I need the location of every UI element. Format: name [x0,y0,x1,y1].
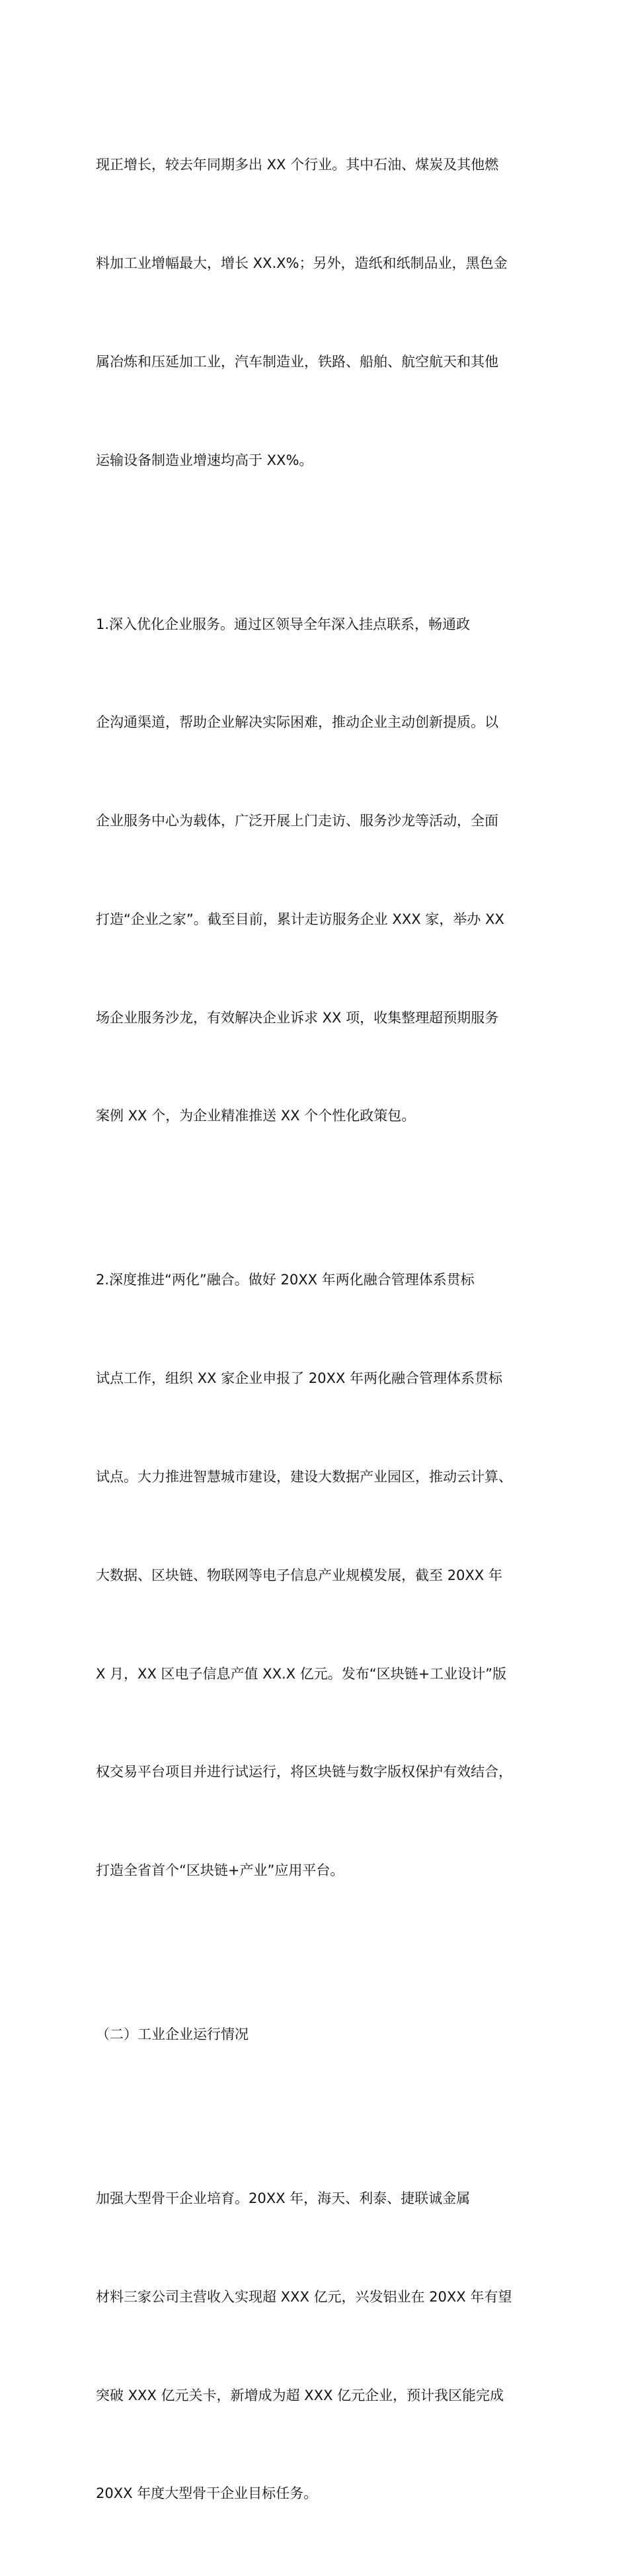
text-line: 2.深度推进“两化”融合。做好 20XX 年两化融合管理体系贯标 [96,1272,475,1288]
text-line: 案例 XX 个，为企业精准推送 XX 个个性化政策包。 [96,1108,416,1124]
text-line: 料加工业增幅最大，增长 XX.X%；另外，造纸和纸制品业，黑色金 [96,255,508,271]
paragraph-enterprise-service [96,542,552,1198]
text-line: 企业服务中心为载体，广泛开展上门走访、服务沙龙等活动，全面 [96,813,498,829]
text-line: 场企业服务沙龙，有效解决企业诉求 XX 项，收集整理超预期服务 [96,1009,499,1026]
text-line: 打造全省首个“区块链+产业”应用平台。 [96,1862,344,1879]
text-line: 1.深入优化企业服务。通过区领导全年深入挂点联系，畅通政 [96,616,471,632]
text-line: 试点工作，组织 XX 家企业申报了 20XX 年两化融合管理体系贯标 [96,1370,502,1387]
section-heading [96,1953,552,2117]
paragraph-two-integration [96,1198,552,1953]
text-line: 企沟通渠道，帮助企业解决实际困难，推动企业主动创新提质。以 [96,714,498,731]
text-line: 20XX 年度大型骨干企业目标任务。 [96,2485,318,2502]
paragraph-backbone-enterprises [96,2117,552,2576]
heading-line: （二）工业企业运行情况 [96,2026,249,2043]
text-line: 材料三家公司主营收入实现超 XXX 亿元，兴发铝业在 20XX 年有望 [96,2288,512,2305]
text-line: 大数据、区块链、物联网等电子信息产业规模发展，截至 20XX 年 [96,1567,502,1583]
text-line: 属冶炼和压延加工业，汽车制造业，铁路、船舶、航空航天和其他 [96,353,498,370]
paragraph-industry-growth [96,83,552,542]
text-line: X 月，XX 区电子信息产值 XX.X 亿元。发布“区块链+工业设计”版 [96,1665,507,1682]
text-line: 运输设备制造业增速均高于 XX%。 [96,452,313,468]
text-line: 试点。大力推进智慧城市建设，建设大数据产业园区，推动云计算、 [96,1468,512,1485]
text-line: 现正增长，较去年同期多出 XX 个行业。其中石油、煤炭及其他燃 [96,157,499,173]
text-line: 权交易平台项目并进行试运行，将区块链与数字版权保护有效结合， [96,1764,512,1780]
text-line: 打造“企业之家”。截至目前，累计走访服务企业 XXX 家，举办 XX [96,911,504,927]
document-body [96,83,552,2576]
text-line: 突破 XXX 亿元关卡，新增成为超 XXX 亿元企业，预计我区能完成 [96,2387,504,2403]
text-line: 加强大型骨干企业培育。20XX 年，海天、利泰、捷联诚金属 [96,2190,471,2206]
